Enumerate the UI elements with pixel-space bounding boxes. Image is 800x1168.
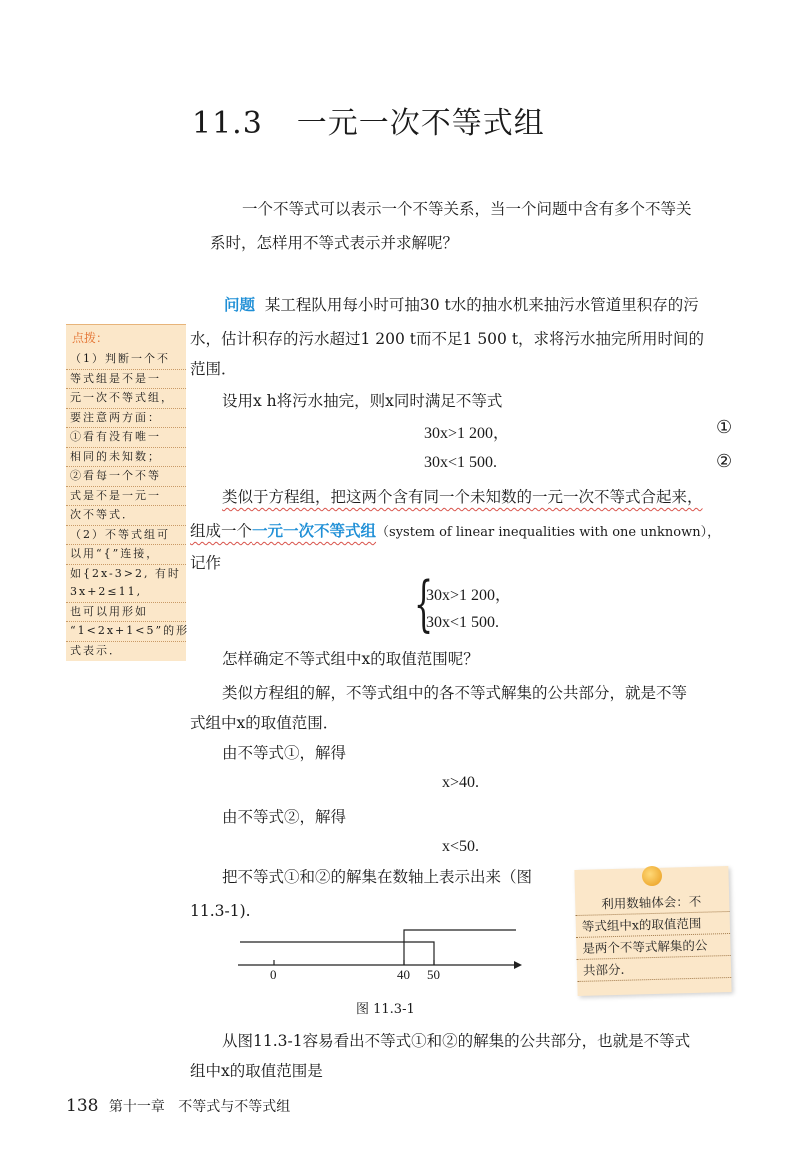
numberline-intro-2: 11.3-1).	[190, 902, 251, 920]
hint-line: 式表示．	[70, 643, 122, 657]
intro-line-1: 一个不等式可以表示一个不等关系，当一个问题中含有多个不等关	[242, 200, 692, 218]
inequality-1-tag: ①	[716, 417, 733, 438]
hint-sidebar	[66, 324, 190, 661]
hint-line: 也可以用形如	[66, 603, 186, 623]
intro-line-2: 系时，怎样用不等式表示并求解呢？	[210, 234, 459, 252]
definition-text-1: 类似于方程组，把这两个含有同一个未知数的一元一次不等式合起来，	[222, 488, 703, 506]
inequality-1: 30x>1 200，	[424, 425, 510, 442]
hint-line: 如{2x-3>2, 有时	[70, 566, 181, 580]
hint-title: 点拨：	[72, 331, 109, 345]
hint-line: “1<2x+1<5”的形	[66, 622, 186, 642]
definition-line-2	[190, 514, 720, 550]
definition-prefix: 组成一个	[190, 522, 253, 540]
system-brace: {	[414, 569, 434, 639]
note-line: 等式组中x的取值范围	[576, 912, 731, 938]
hint-line: （2）不等式组可	[66, 526, 186, 546]
definition-line-1	[222, 480, 703, 514]
numberline-intro-1: 把不等式①和②的解集在数轴上表示出来（图	[222, 868, 533, 886]
section-title-text: 一元一次不等式组	[296, 106, 545, 141]
hint-line: 3x+2≤11,	[66, 583, 186, 603]
section-title	[192, 98, 545, 142]
note-line: 利用数轴体会：不	[575, 890, 730, 916]
axis-arrow	[514, 961, 522, 969]
tick-label-0: 0	[270, 967, 277, 982]
analogy-line-2: 式组中x的取值范围．	[190, 714, 339, 732]
note-line: 共部分．	[577, 956, 732, 982]
section-number: 11.3	[192, 106, 263, 141]
analogy-line-1: 类似方程组的解，不等式组中的各不等式解集的公共部分，就是不等	[222, 684, 688, 702]
inequality-2-tag: ②	[716, 451, 733, 472]
definition-line-3: 记作	[190, 554, 222, 572]
definition-english: （system of linear inequalities with one unknown），	[376, 525, 721, 540]
hint-line: 式是不是一元一	[66, 487, 186, 507]
figure-caption: 图 11.3-1	[356, 1002, 415, 1017]
inequality-2: 30x<1 500.	[424, 454, 498, 471]
solve-2-text: 由不等式②，解得	[222, 808, 347, 826]
problem-line-2: 水，估计积存的污水超过1 200 t而不足1 500 t，求将污水抽完所用时间的	[190, 330, 705, 348]
hint-line: 以用“{”连接，	[66, 545, 186, 565]
hint-line: （1）判断一个不	[66, 350, 186, 370]
solve-1-result: x>40.	[442, 774, 480, 791]
hint-line: ①看有没有唯一	[66, 428, 186, 448]
page-footer	[66, 1096, 290, 1116]
system-row-2: 30x<1 500.	[426, 614, 500, 631]
solve-2-result: x<50.	[442, 838, 480, 855]
note-line: 是两个不等式解集的公	[576, 934, 731, 960]
hint-line: 次不等式．	[66, 506, 186, 526]
hint-line: 相同的未知数；	[66, 448, 186, 468]
system-row-1: 30x>1 200，	[426, 587, 512, 604]
definition-term: 一元一次不等式组	[252, 522, 377, 540]
hint-line: 要注意两方面：	[66, 409, 186, 429]
hint-line: ②看每一个不等	[66, 467, 186, 487]
conclusion-line-2: 组中x的取值范围是	[190, 1062, 323, 1080]
solve-1-text: 由不等式①，解得	[222, 744, 347, 762]
solution-x-gt-40	[404, 930, 516, 965]
hint-line: 等式组是不是一	[66, 370, 186, 390]
tick-label-40: 40	[397, 967, 410, 982]
chapter-label: 第十一章	[108, 1099, 165, 1115]
problem-label: 问题	[224, 296, 256, 314]
problem-line-1	[224, 288, 699, 322]
tick-label-50: 50	[427, 967, 440, 982]
problem-line-3: 范围．	[190, 360, 237, 378]
hint-line: 元一次不等式组，	[66, 389, 186, 409]
question-text: 怎样确定不等式组中x的取值范围呢？	[222, 650, 479, 668]
problem-text-1: 某工程队用每小时可抽30 t水的抽水机来抽污水管道里积存的污	[264, 296, 699, 314]
pin-icon	[642, 866, 662, 886]
chapter-title: 不等式与不等式组	[178, 1099, 291, 1115]
setup-text: 设用x h将污水抽完，则x同时满足不等式	[222, 392, 503, 410]
solution-x-lt-50	[240, 942, 434, 965]
page-number: 138	[66, 1096, 99, 1116]
conclusion-line-1: 从图11.3-1容易看出不等式①和②的解集的公共部分，也就是不等式	[222, 1032, 691, 1050]
